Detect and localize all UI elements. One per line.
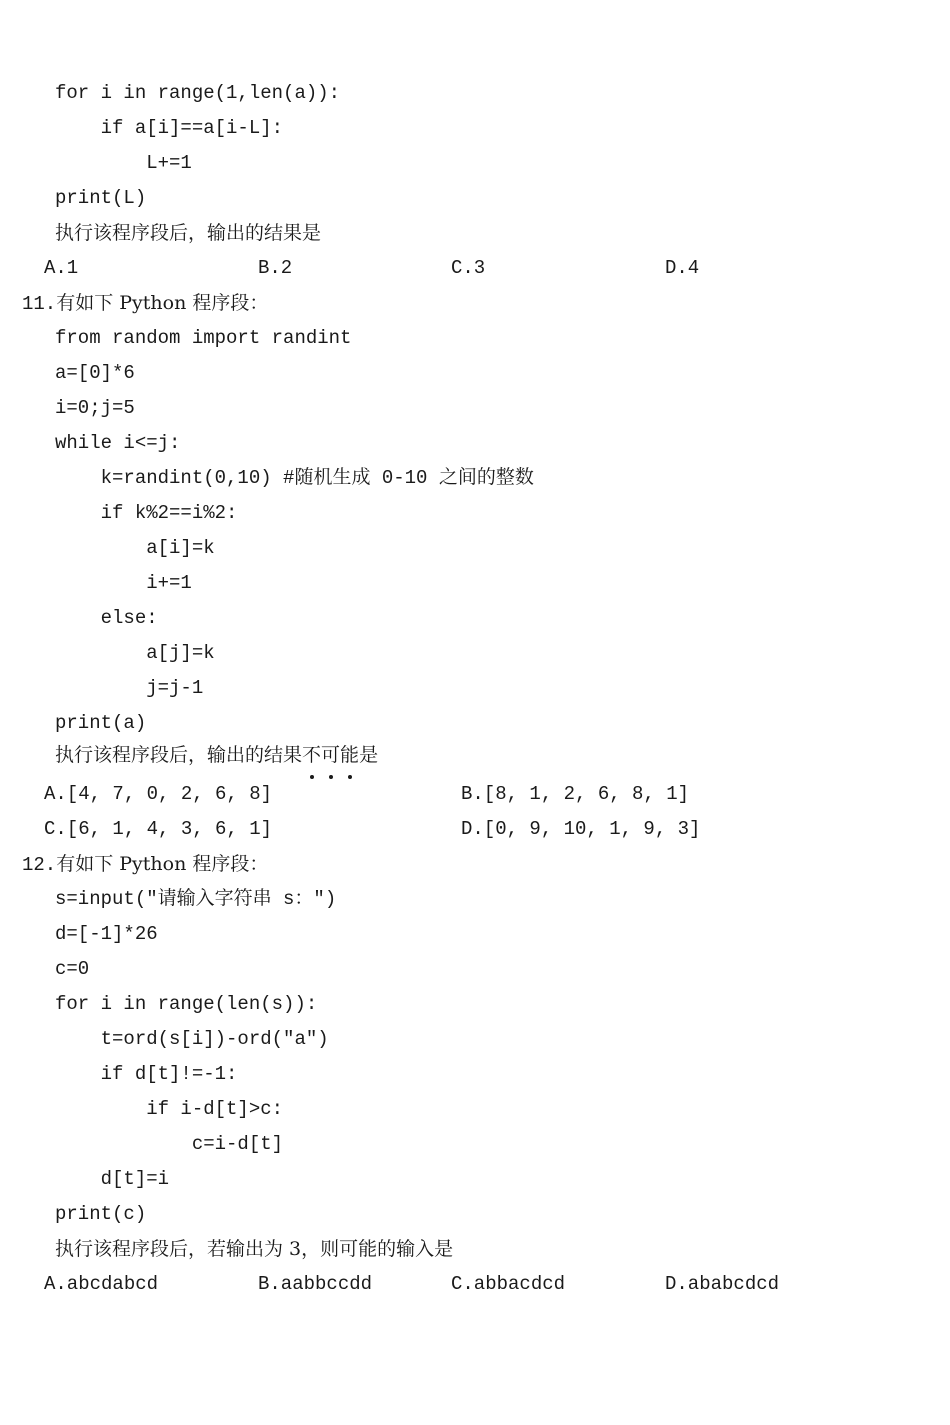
q12-code-line: c=i-d[t] [55,1133,284,1155]
q11-number: 11. [22,293,57,315]
q10-code-line: if a[i]==a[i-L]: [55,117,284,139]
q12-code-line: d[t]=i [55,1168,170,1190]
q11-code-line: a[i]=k [55,537,215,559]
q11-prompt-text: 是 [359,744,379,766]
emphasis-char-text: 不 [302,744,322,766]
q11-option-d: D.[0, 9, 10, 1, 9, 3] [461,818,701,840]
q11-heading [22,286,268,321]
q12-heading [22,847,268,882]
emphasis-char [302,738,321,773]
q11-title: 有如下 Python 程序段： [56,292,269,314]
q12-option-c: C.abbacdcd [451,1273,566,1295]
q12-option-a: A.abcdabcd [44,1273,159,1295]
q11-code-line: while i<=j: [55,432,181,454]
q11-code-line: print(a) [55,712,147,734]
q12-code-line: for i in range(len(s)): [55,993,318,1015]
q10-option-b: B.2 [258,257,293,279]
q10-option-c: C.3 [451,257,486,279]
q11-code-line: i+=1 [55,572,192,594]
q11-option-c: C.[6, 1, 4, 3, 6, 1] [44,818,273,840]
q11-code-line: k=randint(0,10) #随机生成 0-10 之间的整数 [55,467,534,489]
q10-option-a: A.1 [44,257,79,279]
q11-option-a: A.[4, 7, 0, 2, 6, 8] [44,783,273,805]
q12-code-line: t=ord(s[i])-ord("a") [55,1028,329,1050]
q12-option-b: B.aabbccdd [258,1273,373,1295]
q11-code-line: i=0;j=5 [55,397,135,419]
emphasis-char-text: 能 [340,744,360,766]
q11-code-line: a=[0]*6 [55,362,135,384]
q10-option-d: D.4 [665,257,700,279]
emphasis-char [321,738,340,773]
q12-code-line: c=0 [55,958,90,980]
q12-code-line: if i-d[t]>c: [55,1098,284,1120]
q10-prompt: 执行该程序段后，输出的结果是 [55,222,322,244]
emphasis-dot-icon [310,775,314,779]
q11-prompt-text: 执行该程序段后，输出的结果 [55,744,303,766]
q11-code-line: if k%2==i%2: [55,502,238,524]
q12-prompt: 执行该程序段后，若输出为 3，则可能的输入是 [55,1238,454,1260]
q11-code-line: j=j-1 [55,677,204,699]
q11-code-line: else: [55,607,158,629]
q10-code-line: for i in range(1,len(a)): [55,82,341,104]
q12-option-d: D.ababcdcd [665,1273,780,1295]
emphasis-char-text: 可 [321,744,341,766]
q11-prompt [55,738,378,773]
q12-title: 有如下 Python 程序段： [56,853,269,875]
q10-code-line: print(L) [55,187,147,209]
q11-code-line: from random import randint [55,327,352,349]
q11-code-line: a[j]=k [55,642,215,664]
emphasis-dot-icon [348,775,352,779]
emphasis-dot-icon [329,775,333,779]
q11-option-b: B.[8, 1, 2, 6, 8, 1] [461,783,690,805]
q12-code-line: d=[-1]*26 [55,923,158,945]
q12-number: 12. [22,854,57,876]
q12-code-line: print(c) [55,1203,147,1225]
q12-code-line: s=input("请输入字符串 s：") [55,888,337,910]
q12-code-line: if d[t]!=-1: [55,1063,238,1085]
emphasis-char [340,738,359,773]
q10-code-line: L+=1 [55,152,192,174]
